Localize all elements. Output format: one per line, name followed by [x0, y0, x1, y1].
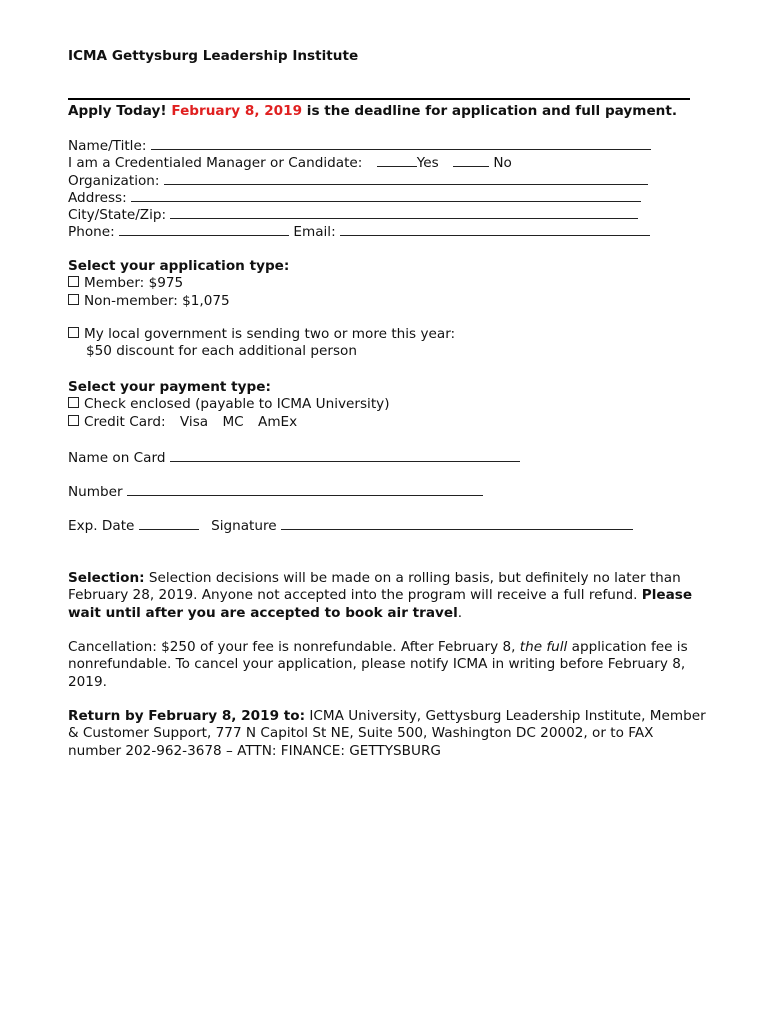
phone-field[interactable]	[119, 223, 289, 236]
phone-label: Phone:	[68, 224, 115, 241]
cancellation-text-before: Cancellation: $250 of your fee is nonrefundable. After February 8,	[68, 639, 516, 655]
city-state-zip-row	[68, 206, 651, 223]
credit-card-label: Credit Card:	[84, 413, 166, 430]
credit-card-option[interactable]	[68, 414, 390, 431]
apply-deadline-line	[68, 103, 677, 119]
credentialed-row	[68, 154, 651, 171]
cancellation-text-after: application fee is nonrefundable. To cancel your application, please notify ICMA in writing before February 8, 2019.	[68, 639, 688, 690]
name-title-label: Name/Title:	[68, 138, 147, 154]
selection-paragraph	[68, 570, 708, 622]
group-discount-section	[68, 326, 455, 361]
apply-suffix: is the deadline for application and full payment.	[306, 103, 678, 119]
selection-emphasis: Please wait until after you are accepted to book air travel	[68, 587, 693, 621]
member-option[interactable]	[68, 275, 289, 292]
credit-card-checkbox[interactable]	[68, 415, 79, 426]
group-discount-option[interactable]	[68, 326, 455, 343]
email-field[interactable]	[340, 223, 650, 236]
signature-label: Signature	[211, 518, 277, 534]
address-field[interactable]	[131, 189, 641, 202]
no-label: No	[493, 155, 512, 172]
payment-type-heading: Select your payment type:	[68, 379, 271, 395]
address-label: Address:	[68, 189, 127, 206]
member-checkbox[interactable]	[68, 276, 79, 287]
cancellation-italic: the full	[519, 639, 568, 655]
name-title-field[interactable]	[151, 137, 651, 150]
non-member-checkbox[interactable]	[68, 294, 79, 305]
group-discount-note: $50 discount for each additional person	[86, 343, 357, 360]
application-type-section	[68, 258, 289, 310]
name-on-card-row	[68, 449, 520, 467]
card-number-row	[68, 483, 483, 501]
check-checkbox[interactable]	[68, 397, 79, 408]
contact-fields	[68, 137, 651, 241]
name-title-row	[68, 137, 651, 154]
selection-text: Selection decisions will be made on a rolling basis, but definitely no later than February 28, 2019. Anyone not accepted into the program will receive a full refund.	[68, 570, 681, 604]
organization-label: Organization:	[68, 172, 160, 189]
phone-email-row	[68, 223, 651, 240]
exp-date-label: Exp. Date	[68, 518, 135, 534]
name-on-card-label: Name on Card	[68, 450, 166, 466]
return-text: ICMA University, Gettysburg Leadership Institute, Member & Customer Support, 777 N Capitol St NE, Suite 500, Washington DC 20002, or to FAX number 202-962-3678 – ATTN: FINANCE: GETTYSBURG	[68, 708, 706, 759]
email-label: Email:	[293, 224, 336, 241]
return-paragraph	[68, 708, 708, 760]
apply-date: February 8, 2019	[171, 103, 303, 119]
non-member-option[interactable]	[68, 293, 289, 310]
exp-date-field[interactable]	[139, 517, 199, 530]
organization-field[interactable]	[164, 172, 648, 185]
credentialed-label: I am a Credentialed Manager or Candidate:	[68, 155, 363, 172]
name-on-card-field[interactable]	[170, 449, 520, 462]
visa-option[interactable]: Visa	[179, 413, 209, 430]
cancellation-paragraph	[68, 639, 708, 691]
apply-prefix: Apply Today!	[68, 103, 167, 119]
address-row	[68, 189, 651, 206]
application-type-heading: Select your application type:	[68, 258, 290, 274]
mc-option[interactable]: MC	[222, 413, 244, 430]
non-member-label: Non-member: $1,075	[84, 292, 230, 309]
no-blank[interactable]	[453, 154, 489, 167]
signature-field[interactable]	[281, 517, 633, 530]
selection-label: Selection:	[68, 570, 145, 586]
member-label: Member: $975	[84, 275, 184, 292]
yes-blank[interactable]	[377, 154, 417, 167]
amex-option[interactable]: AmEx	[258, 413, 298, 430]
card-number-label: Number	[68, 484, 123, 500]
document-title: ICMA Gettysburg Leadership Institute	[68, 48, 359, 64]
group-discount-label: My local government is sending two or more this year:	[84, 326, 456, 342]
payment-type-section	[68, 379, 390, 431]
header-divider	[68, 98, 690, 100]
exp-signature-row	[68, 517, 633, 535]
city-state-zip-label: City/State/Zip:	[68, 207, 167, 224]
yes-label: Yes	[416, 155, 439, 172]
city-state-zip-field[interactable]	[170, 206, 638, 219]
check-option[interactable]	[68, 396, 390, 413]
check-label: Check enclosed (payable to ICMA University)	[84, 396, 390, 413]
return-label: Return by February 8, 2019 to:	[68, 708, 306, 724]
group-discount-checkbox[interactable]	[68, 327, 79, 338]
selection-period: .	[457, 604, 463, 621]
card-number-field[interactable]	[127, 483, 483, 496]
organization-row	[68, 172, 651, 189]
